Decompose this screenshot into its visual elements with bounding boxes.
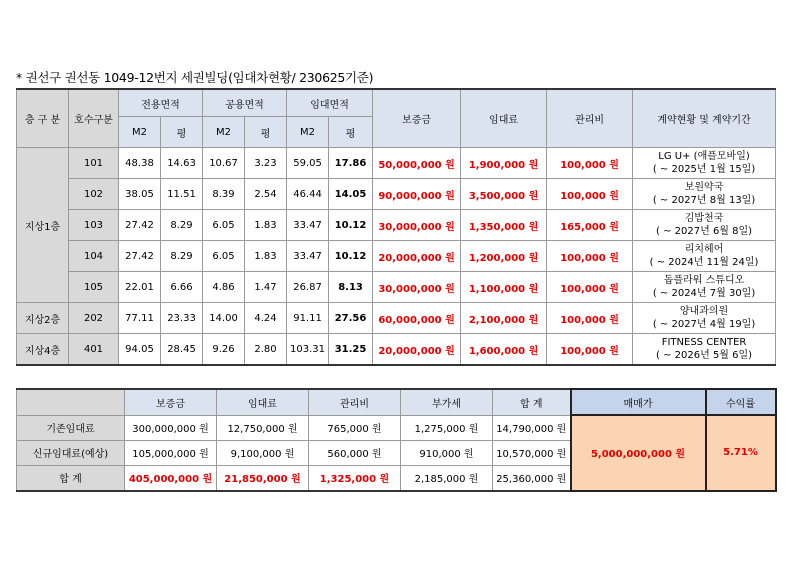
cell: 8.13	[329, 272, 373, 303]
cell: 1.47	[245, 272, 287, 303]
cell: 8.29	[161, 210, 203, 241]
cell: 38.05	[119, 179, 161, 210]
cell: 27.42	[119, 241, 161, 272]
cell: 33.47	[287, 210, 329, 241]
row-label: 신규임대료(예상)	[17, 440, 125, 465]
header-common-area: 공용면적	[203, 89, 287, 117]
tenant-name: 양내과의원	[679, 306, 729, 317]
cell: 2.80	[245, 334, 287, 366]
contract-period: ( ~ 2026년 5월 6일)	[656, 350, 753, 361]
cell: 11.51	[161, 179, 203, 210]
rent-cell: 1,600,000 원	[461, 334, 547, 366]
row-label: 합 계	[17, 465, 125, 491]
cell: 9,100,000 원	[217, 440, 309, 465]
fee-cell: 100,000 원	[547, 334, 633, 366]
cell: 1,325,000 원	[309, 465, 401, 491]
fee-cell: 100,000 원	[547, 179, 633, 210]
cell: 12,750,000 원	[217, 415, 309, 440]
fee-cell: 100,000 원	[547, 272, 633, 303]
fee-cell: 165,000 원	[547, 210, 633, 241]
rent-cell: 1,100,000 원	[461, 272, 547, 303]
contract-cell	[633, 241, 776, 272]
rent-cell: 1,350,000 원	[461, 210, 547, 241]
deposit-cell: 50,000,000 원	[373, 148, 461, 179]
table-row	[17, 334, 776, 366]
cell: 4.86	[203, 272, 245, 303]
cell: 300,000,000 원	[125, 415, 217, 440]
cell: 27.56	[329, 303, 373, 334]
header-deposit: 보증금	[373, 89, 461, 148]
cell: 22.01	[119, 272, 161, 303]
header-pyeong: 평	[245, 117, 287, 148]
cell: 10.12	[329, 241, 373, 272]
cell: 46.44	[287, 179, 329, 210]
contract-period: ( ~ 2024년 11월 24일)	[649, 257, 759, 268]
header-rent: 임대료	[461, 89, 547, 148]
cell: 77.11	[119, 303, 161, 334]
rent-cell: 1,200,000 원	[461, 241, 547, 272]
header-fee: 관리비	[547, 89, 633, 148]
cell: 27.42	[119, 210, 161, 241]
deposit-cell: 20,000,000 원	[373, 241, 461, 272]
table-row	[17, 272, 776, 303]
contract-cell	[633, 303, 776, 334]
cell: 9.26	[203, 334, 245, 366]
header-m2: M2	[203, 117, 245, 148]
cell: 6.05	[203, 241, 245, 272]
cell: 28.45	[161, 334, 203, 366]
lease-status-table	[16, 88, 776, 366]
tenant-name: FITNESS CENTER	[661, 337, 747, 348]
contract-cell	[633, 272, 776, 303]
contract-cell	[633, 210, 776, 241]
cell: 14,790,000 원	[493, 415, 571, 440]
summary-header-rent: 임대료	[217, 389, 309, 415]
cell: 6.66	[161, 272, 203, 303]
unit-cell: 102	[69, 179, 119, 210]
table-row	[17, 179, 776, 210]
contract-period: ( ~ 2027년 6월 8일)	[656, 226, 753, 237]
tenant-name: 돕플라워 스튜디오	[663, 275, 745, 286]
contract-period: ( ~ 2027년 8월 13일)	[652, 195, 756, 206]
fee-cell: 100,000 원	[547, 303, 633, 334]
cell: 3.23	[245, 148, 287, 179]
cell: 33.47	[287, 241, 329, 272]
cell: 1.83	[245, 241, 287, 272]
rent-cell: 2,100,000 원	[461, 303, 547, 334]
header-lease-area: 임대면적	[287, 89, 373, 117]
unit-cell: 104	[69, 241, 119, 272]
cell: 94.05	[119, 334, 161, 366]
contract-cell	[633, 179, 776, 210]
unit-cell: 105	[69, 272, 119, 303]
rent-cell: 1,900,000 원	[461, 148, 547, 179]
page-title: * 권선구 권선동 1049-12번지 세권빌딩(임대차현황/ 230625기준)	[16, 70, 374, 85]
cell: 48.38	[119, 148, 161, 179]
summary-corner	[17, 389, 125, 415]
sale-price-value: 5,000,000,000 원	[571, 415, 706, 491]
row-label: 기존임대료	[17, 415, 125, 440]
cell: 14.63	[161, 148, 203, 179]
cell: 910,000 원	[401, 440, 493, 465]
cell: 2,185,000 원	[401, 465, 493, 491]
table-row	[17, 148, 776, 179]
floor-cell: 지상2층	[17, 303, 69, 334]
unit-cell: 401	[69, 334, 119, 366]
cell: 103.31	[287, 334, 329, 366]
deposit-cell: 30,000,000 원	[373, 272, 461, 303]
header-floor: 층 구 분	[17, 89, 69, 148]
yield-value: 5.71%	[706, 415, 776, 491]
cell: 59.05	[287, 148, 329, 179]
cell: 14.00	[203, 303, 245, 334]
cell: 8.29	[161, 241, 203, 272]
cell: 23.33	[161, 303, 203, 334]
cell: 10,570,000 원	[493, 440, 571, 465]
summary-header-fee: 관리비	[309, 389, 401, 415]
cell: 8.39	[203, 179, 245, 210]
summary-header-deposit: 보증금	[125, 389, 217, 415]
header-pyeong: 평	[329, 117, 373, 148]
deposit-cell: 20,000,000 원	[373, 334, 461, 366]
fee-cell: 100,000 원	[547, 148, 633, 179]
summary-header-total: 합 계	[493, 389, 571, 415]
cell: 4.24	[245, 303, 287, 334]
header-unit: 호수구분	[69, 89, 119, 148]
table-row	[17, 210, 776, 241]
summary-header-sale-price: 매매가	[571, 389, 706, 415]
contract-cell	[633, 334, 776, 366]
floor-cell: 지상1층	[17, 148, 69, 303]
cell: 1,275,000 원	[401, 415, 493, 440]
cell: 10.12	[329, 210, 373, 241]
tenant-name: LG U+ (애플모바일)	[658, 151, 750, 162]
deposit-cell: 60,000,000 원	[373, 303, 461, 334]
header-contract: 계약현황 및 계약기간	[633, 89, 776, 148]
cell: 25,360,000 원	[493, 465, 571, 491]
cell: 91.11	[287, 303, 329, 334]
deposit-cell: 90,000,000 원	[373, 179, 461, 210]
cell: 405,000,000 원	[125, 465, 217, 491]
cell: 2.54	[245, 179, 287, 210]
cell: 14.05	[329, 179, 373, 210]
unit-cell: 101	[69, 148, 119, 179]
cell: 26.87	[287, 272, 329, 303]
summary-table	[16, 388, 777, 492]
tenant-name: 김밥천국	[684, 213, 724, 224]
header-m2: M2	[119, 117, 161, 148]
cell: 21,850,000 원	[217, 465, 309, 491]
header-pyeong: 평	[161, 117, 203, 148]
header-exclusive-area: 전용면적	[119, 89, 203, 117]
table-row	[17, 241, 776, 272]
cell: 17.86	[329, 148, 373, 179]
cell: 10.67	[203, 148, 245, 179]
cell: 560,000 원	[309, 440, 401, 465]
table-row	[17, 415, 776, 440]
cell: 1.83	[245, 210, 287, 241]
fee-cell: 100,000 원	[547, 241, 633, 272]
contract-period: ( ~ 2025년 1월 15일)	[652, 164, 756, 175]
deposit-cell: 30,000,000 원	[373, 210, 461, 241]
floor-cell: 지상4층	[17, 334, 69, 366]
contract-cell	[633, 148, 776, 179]
cell: 6.05	[203, 210, 245, 241]
header-m2: M2	[287, 117, 329, 148]
cell: 765,000 원	[309, 415, 401, 440]
contract-period: ( ~ 2024년 7월 30일)	[652, 288, 756, 299]
table-row	[17, 303, 776, 334]
summary-header-vat: 부가세	[401, 389, 493, 415]
contract-period: ( ~ 2027년 4월 19일)	[652, 319, 756, 330]
tenant-name: 리치헤어	[684, 244, 724, 255]
summary-header-yield: 수익률	[706, 389, 776, 415]
cell: 105,000,000 원	[125, 440, 217, 465]
rent-cell: 3,500,000 원	[461, 179, 547, 210]
unit-cell: 202	[69, 303, 119, 334]
cell: 31.25	[329, 334, 373, 366]
tenant-name: 보원약국	[684, 182, 724, 193]
unit-cell: 103	[69, 210, 119, 241]
